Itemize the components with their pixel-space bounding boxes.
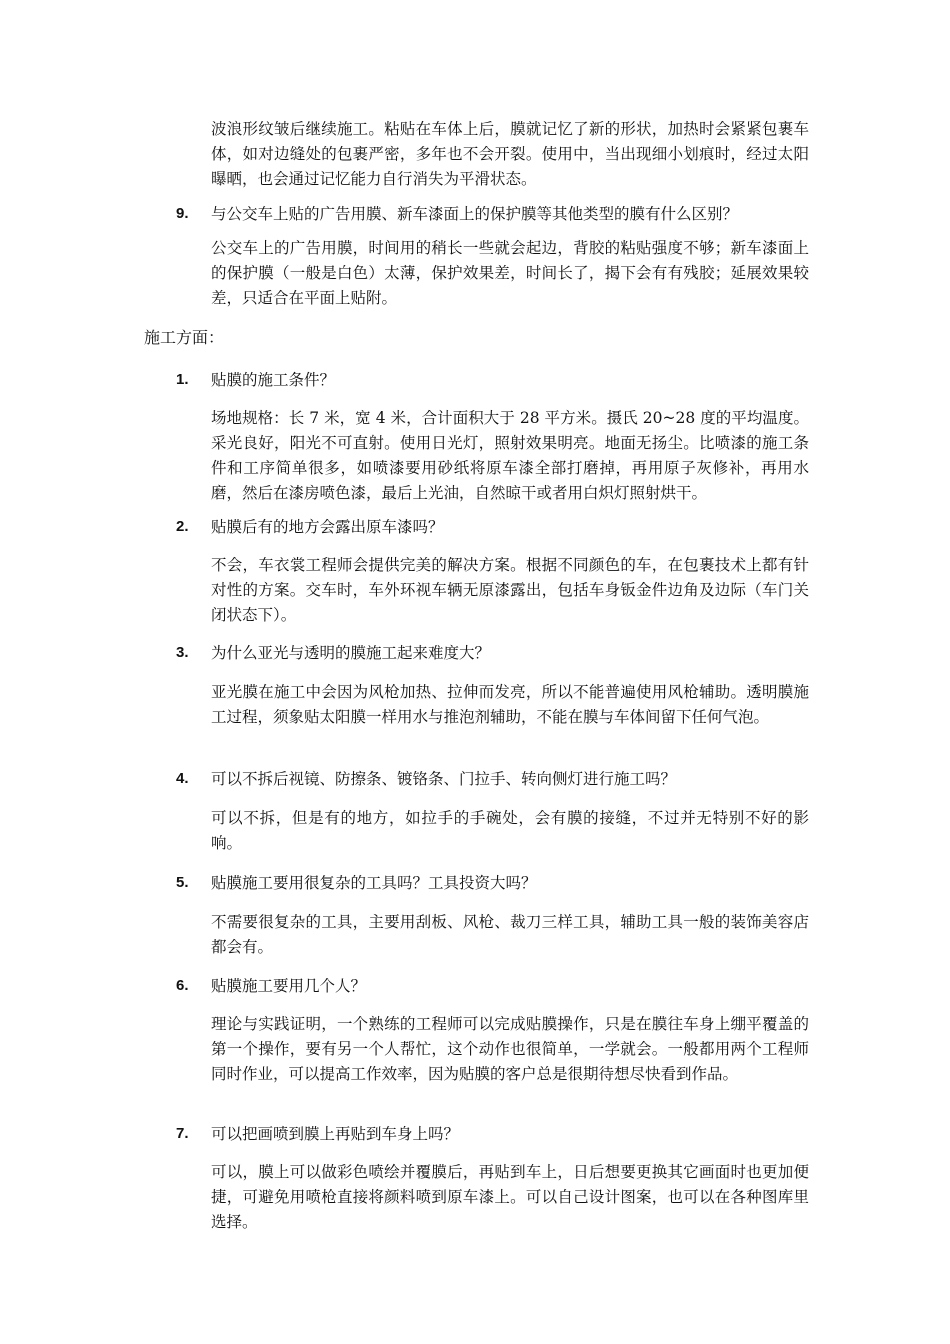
item-1-answer: 场地规格：长 7 米，宽 4 米，合计面积大于 28 平方米。摄氏 20~28 度的平均温度。采光良好，阳光不可直射。使用日光灯，照射效果明亮。地面无扬尘。比喷漆的施工条件和工序简单很多，如喷漆要用砂纸将原车漆全部打磨掉，再用原子灰修补，再用水磨，然后在漆房喷色漆，最后上光油，自然晾干或者用白炽灯照射烘干。 [211, 409, 809, 502]
item-9-number: 9. [176, 205, 189, 222]
item-4-answer: 可以不拆，但是有的地方，如拉手的手碗处，会有膜的接缝，不过并无特别不好的影响。 [211, 809, 809, 852]
item-6-question: 贴膜施工要用几个人？ [211, 977, 367, 995]
item-4-question: 可以不拆后视镜、防擦条、镀铬条、门拉手、转向侧灯进行施工吗？ [211, 770, 677, 788]
intro-paragraph: 波浪形纹皱后继续施工。粘贴在车体上后，膜就记忆了新的形状，加热时会紧紧包裹车体，如对边缝处的包裹严密，多年也不会开裂。使用中，当出现细小划痕时，经过太阳曝晒，也会通过记忆能力自行消失为平滑状态。 [211, 120, 809, 188]
item-6-answer: 理论与实践证明，一个熟练的工程师可以完成贴膜操作，只是在膜往车身上绷平覆盖的第一个操作，要有另一个人帮忙，这个动作也很简单，一学就会。一般都用两个工程师同时作业，可以提高工作效率，因为贴膜的客户总是很期待想尽快看到作品。 [211, 1015, 809, 1083]
item-2-question: 贴膜后有的地方会露出原车漆吗？ [211, 518, 444, 536]
item-2-answer: 不会，车衣裳工程师会提供完美的解决方案。根据不同颜色的车，在包裹技术上都有针对性的方案。交车时，车外环视车辆无原漆露出，包括车身钣金件边角及边际（车门关闭状态下）。 [211, 556, 809, 624]
item-3-number: 3. [176, 644, 189, 661]
item-7-answer: 可以，膜上可以做彩色喷绘并覆膜后，再贴到车上，日后想要更换其它画面时也更加便捷，可避免用喷枪直接将颜料喷到原车漆上。可以自己设计图案，也可以在各种图库里选择。 [211, 1163, 809, 1231]
item-5-question: 贴膜施工要用很复杂的工具吗？工具投资大吗？ [211, 874, 537, 892]
item-9-answer: 公交车上的广告用膜，时间用的稍长一些就会起边，背胶的粘贴强度不够；新车漆面上的保护膜（一般是白色）太薄，保护效果差，时间长了，揭下会有有残胶；延展效果较差，只适合在平面上贴附。 [211, 239, 809, 307]
item-4-number: 4. [176, 770, 189, 787]
item-3-question: 为什么亚光与透明的膜施工起来难度大？ [211, 644, 491, 662]
item-7-number: 7. [176, 1125, 189, 1142]
item-3-answer: 亚光膜在施工中会因为风枪加热、拉伸而发亮，所以不能普遍使用风枪辅助。透明膜施工过程，须象贴太阳膜一样用水与推泡剂辅助，不能在膜与车体间留下任何气泡。 [211, 683, 809, 726]
item-5-number: 5. [176, 874, 189, 891]
item-6-number: 6. [176, 977, 189, 994]
item-7-question: 可以把画喷到膜上再贴到车身上吗？ [211, 1125, 460, 1143]
item-5-answer: 不需要很复杂的工具，主要用刮板、风枪、裁刀三样工具，辅助工具一般的装饰美容店都会有。 [211, 913, 809, 956]
item-1-number: 1. [176, 371, 189, 388]
item-2-number: 2. [176, 518, 189, 535]
item-9-question: 与公交车上贴的广告用膜、新车漆面上的保护膜等其他类型的膜有什么区别？ [211, 205, 739, 223]
item-1-question: 贴膜的施工条件？ [211, 371, 336, 389]
section-heading: 施工方面： [144, 328, 225, 347]
